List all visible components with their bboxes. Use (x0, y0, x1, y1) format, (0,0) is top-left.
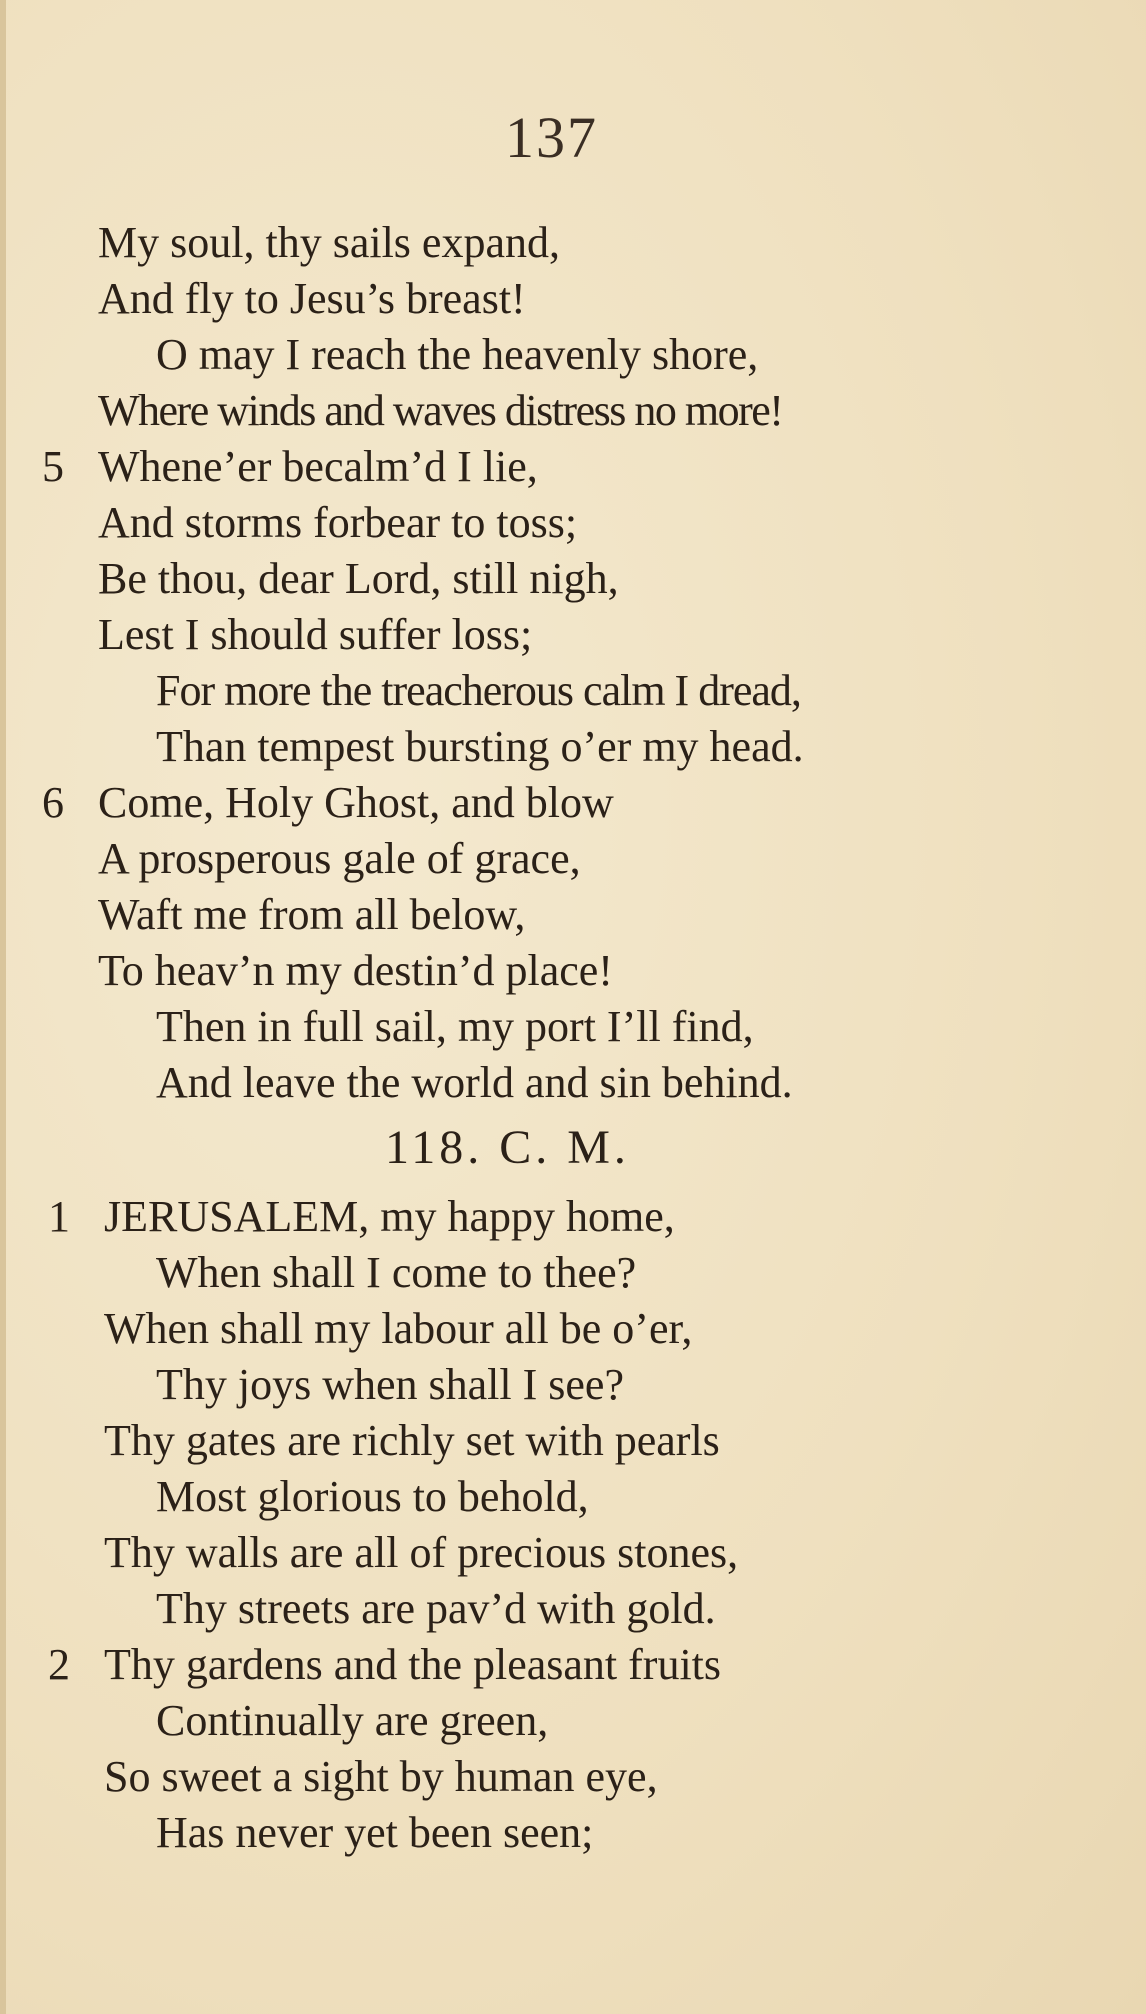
verse-line: For more the treacherous calm I dread, (156, 666, 801, 715)
stanza-number: 5 (42, 442, 64, 491)
verse-line: O may I reach the heavenly shore, (156, 330, 759, 379)
verse-line: JERUSALEM, my happy home, (104, 1192, 675, 1241)
verse-line: And fly to Jesu’s breast! (98, 274, 526, 323)
verse-line: Whene’er becalm’d I lie, (98, 442, 538, 491)
verse-line: Come, Holy Ghost, and blow (98, 778, 614, 827)
verse-line: Than tempest bursting o’er my head. (156, 722, 804, 771)
verse-line: Has never yet been seen; (156, 1808, 594, 1857)
hymn-heading: 118. C. M. (385, 1121, 630, 1174)
verse-line: To heav’n my destin’d place! (98, 946, 613, 995)
stanza-number: 1 (48, 1192, 70, 1241)
verse-line: Thy joys when shall I see? (156, 1360, 624, 1409)
verse-line: Be thou, dear Lord, still nigh, (98, 554, 619, 603)
verse-line: Lest I should suffer loss; (98, 610, 533, 659)
verse-line: When shall my labour all be o’er, (104, 1304, 693, 1353)
verse-line: Where winds and waves distress no more! (98, 386, 783, 435)
verse-line: Then in full sail, my port I’ll find, (156, 1002, 754, 1051)
stanza-number: 6 (42, 778, 64, 827)
page-number: 137 (505, 105, 598, 170)
verse-line: Thy streets are pav’d with gold. (156, 1584, 716, 1633)
verse-line: And storms forbear to toss; (98, 498, 578, 547)
verse-line: Continually are green, (156, 1696, 549, 1745)
verse-line: Thy gates are richly set with pearls (104, 1416, 720, 1465)
stanza-number: 2 (48, 1640, 70, 1689)
verse-line: So sweet a sight by human eye, (104, 1752, 658, 1801)
verse-line: A prosperous gale of grace, (98, 834, 581, 883)
verse-line: Thy walls are all of precious stones, (104, 1528, 739, 1577)
verse-line: Waft me from all below, (98, 890, 526, 939)
verse-line: When shall I come to thee? (156, 1248, 637, 1297)
page-edge (0, 0, 6, 2014)
verse-line: And leave the world and sin behind. (156, 1058, 793, 1107)
verse-line: Thy gardens and the pleasant fruits (104, 1640, 722, 1689)
verse-line: Most glorious to behold, (156, 1472, 589, 1521)
verse-line: My soul, thy sails expand, (98, 218, 560, 267)
